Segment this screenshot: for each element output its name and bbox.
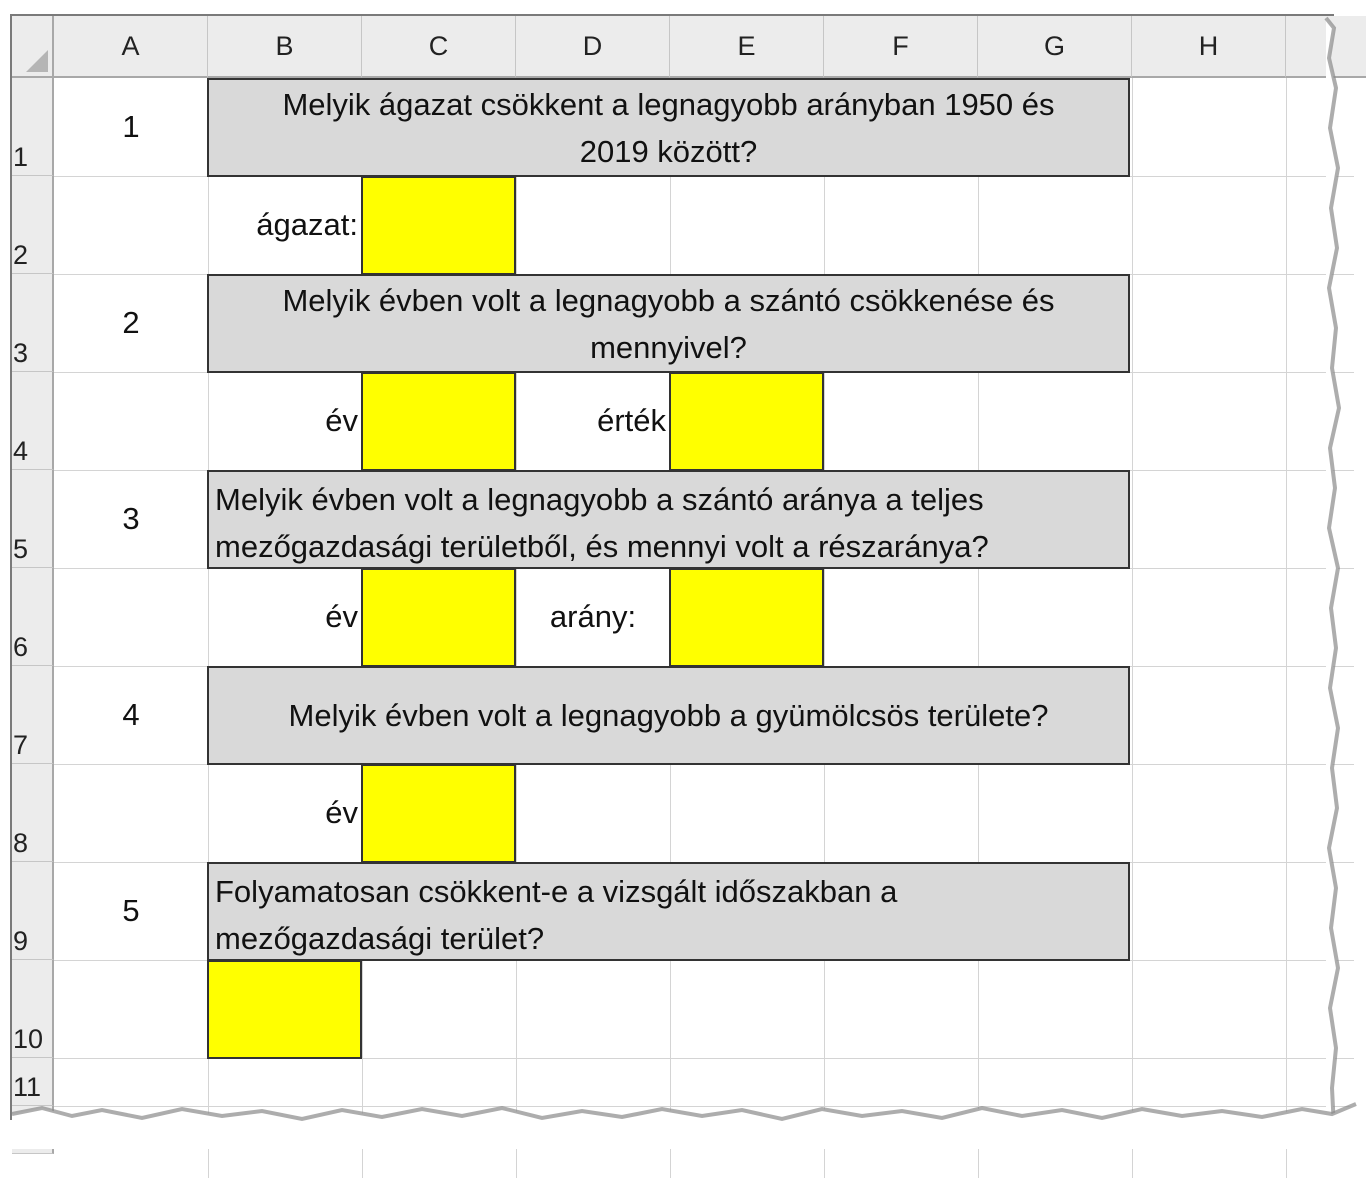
question-line: Melyik évben volt a legnagyobb a szántó csökkenése és bbox=[282, 282, 1055, 318]
answer-cell-year-q2[interactable] bbox=[361, 372, 516, 471]
row-header-label: 2 bbox=[13, 240, 29, 270]
row-header-10[interactable] bbox=[12, 960, 54, 1058]
question-number-5[interactable]: 5 bbox=[122, 893, 140, 928]
row-header-label: 8 bbox=[13, 828, 29, 858]
answer-cell-value-q2[interactable] bbox=[669, 372, 824, 471]
row-header-3[interactable] bbox=[12, 274, 54, 372]
row-header-label: 4 bbox=[13, 436, 29, 466]
answer-cell-year-q4[interactable] bbox=[361, 764, 516, 863]
gridline-vertical bbox=[978, 78, 979, 1178]
label-ev-q4: év bbox=[325, 795, 358, 830]
question-line: Melyik évben volt a legnagyobb a szántó aránya a teljes bbox=[215, 482, 984, 517]
row-header-label: 1 bbox=[13, 142, 29, 172]
question-number-1[interactable]: 1 bbox=[122, 109, 140, 144]
gridline-vertical bbox=[824, 78, 825, 1178]
column-header-c[interactable]: C bbox=[362, 16, 516, 78]
answer-cell-year-q3[interactable] bbox=[361, 568, 516, 667]
select-all-triangle-icon bbox=[26, 50, 48, 72]
question-number-2[interactable]: 2 bbox=[122, 305, 140, 340]
column-header-a[interactable]: A bbox=[54, 16, 208, 78]
question-line: mezőgazdasági területből, és mennyi volt a részaránya? bbox=[215, 529, 989, 564]
question-1-box[interactable] bbox=[207, 78, 1130, 177]
torn-edge-right bbox=[1326, 18, 1356, 1128]
question-5-box[interactable] bbox=[207, 862, 1130, 961]
row-header-label: 11 bbox=[13, 1072, 42, 1102]
column-header-f[interactable]: F bbox=[824, 16, 978, 78]
select-all-corner[interactable] bbox=[12, 16, 54, 78]
row-header-1[interactable] bbox=[12, 78, 54, 176]
label-ertek: érték bbox=[597, 403, 666, 438]
question-line: 2019 között? bbox=[579, 133, 758, 169]
answer-cell-ratio-q3[interactable] bbox=[669, 568, 824, 667]
row-header-label: 7 bbox=[13, 730, 29, 760]
row-header-5[interactable] bbox=[12, 470, 54, 568]
question-4-box[interactable] bbox=[207, 666, 1130, 765]
column-header-h[interactable]: H bbox=[1132, 16, 1286, 78]
row-header-label: 10 bbox=[13, 1024, 44, 1054]
question-number-4[interactable]: 4 bbox=[122, 697, 140, 732]
answer-cell-q5[interactable] bbox=[207, 960, 362, 1059]
row-header-4[interactable] bbox=[12, 372, 54, 470]
column-header-b[interactable]: B bbox=[208, 16, 362, 78]
row-header-label: 6 bbox=[13, 632, 29, 662]
question-line: mezőgazdasági terület? bbox=[215, 921, 545, 956]
row-header-11[interactable] bbox=[12, 1058, 54, 1106]
gridline-vertical bbox=[1286, 78, 1287, 1178]
question-line: Melyik évben volt a legnagyobb a gyümölcsös területe? bbox=[288, 698, 1049, 733]
row-header-9[interactable] bbox=[12, 862, 54, 960]
row-header-7[interactable] bbox=[12, 666, 54, 764]
question-line: Melyik ágazat csökkent a legnagyobb arányban 1950 és bbox=[282, 86, 1055, 122]
column-header-d[interactable]: D bbox=[516, 16, 670, 78]
question-2-text bbox=[282, 277, 1054, 371]
question-3-box[interactable] bbox=[207, 470, 1130, 569]
row-header-label: 5 bbox=[13, 534, 29, 564]
row-header-6[interactable] bbox=[12, 568, 54, 666]
row-header-2[interactable] bbox=[12, 176, 54, 274]
label-agazat: ágazat: bbox=[256, 207, 358, 242]
answer-cell-sector[interactable] bbox=[361, 176, 516, 275]
gridline-vertical bbox=[1132, 78, 1133, 1178]
column-header-e[interactable]: E bbox=[670, 16, 824, 78]
label-ev-q3: év bbox=[325, 599, 358, 634]
row-header-label: 3 bbox=[13, 338, 29, 368]
label-arany: arány: bbox=[549, 599, 637, 634]
question-number-3[interactable]: 3 bbox=[122, 501, 140, 536]
row-header-label: 9 bbox=[13, 926, 29, 956]
spreadsheet bbox=[10, 14, 1334, 1120]
question-line: Folyamatosan csökkent-e a vizsgált időszakban a bbox=[215, 874, 898, 909]
torn-edge-bottom bbox=[12, 1104, 1356, 1149]
question-line: mennyivel? bbox=[590, 329, 747, 365]
question-2-box[interactable] bbox=[207, 274, 1130, 373]
row-header-8[interactable] bbox=[12, 764, 54, 862]
label-ev-q2: év bbox=[325, 403, 358, 438]
column-header-g[interactable]: G bbox=[978, 16, 1132, 78]
question-1-text bbox=[282, 81, 1054, 175]
